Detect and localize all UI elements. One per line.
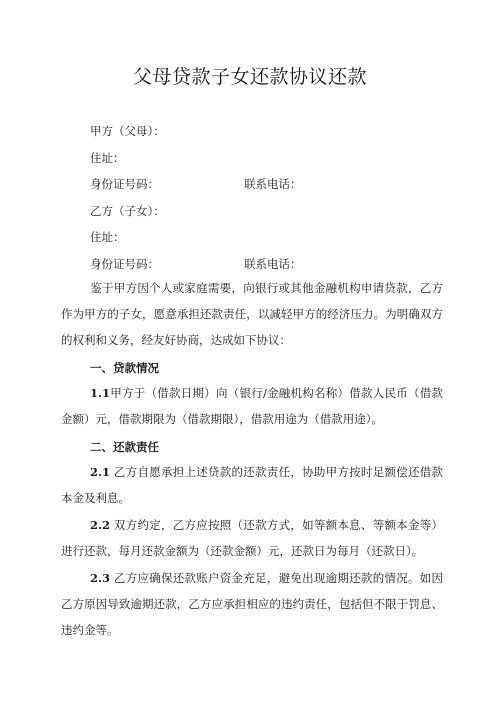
party-a-address-label: 住址：: [90, 151, 125, 165]
party-b-id-label: 身份证号码：: [90, 257, 159, 271]
clause-1-1-number: 1.1: [90, 386, 111, 400]
clause-2-2: [61, 512, 443, 564]
section-1-heading: 一、贷款情况: [90, 361, 159, 375]
clause-2-3: [61, 565, 443, 643]
party-b-phone-label: 联系电话：: [244, 257, 302, 271]
party-b-address-label: 住址：: [90, 230, 125, 244]
party-b-label: 乙方（子女）：: [90, 204, 165, 218]
party-a-label: 甲方（父母）：: [90, 124, 165, 138]
clause-2-2-number: 2.2: [90, 518, 111, 532]
clause-2-3-text: 乙方应确保还款账户资金充足，避免出现逾期还款的情况。如因乙方原因导致逾期还款，乙方应承担相应的违约责任，包括但不限于罚息、违约金等。: [61, 571, 443, 637]
preamble-paragraph: [61, 275, 443, 353]
clause-2-3-number: 2.3: [90, 571, 111, 585]
party-a-phone-label: 联系电话：: [244, 177, 302, 191]
clause-2-1-text: 乙方自愿承担上述贷款的还款责任，协助甲方按时足额偿还借款本金及利息。: [61, 465, 443, 505]
preamble-text: 鉴于甲方因个人或家庭需要，向银行或其他金融机构申请贷款，乙方作为甲方的子女，愿意承担还款责任，以减轻甲方的经济压力。为明确双方的权利和义务，经友好协商，达成如下协议：: [61, 281, 443, 347]
section-2-heading: 二、还款责任: [90, 440, 159, 454]
clause-2-1: [61, 459, 443, 511]
clause-1-1-text: 甲方于（借款日期）向（银行/金融机构名称）借款人民币（借款金额）元，借款期限为（借款期限），借款用途为（借款用途）。: [61, 386, 443, 426]
clause-2-1-number: 2.1: [90, 465, 111, 479]
clause-1-1: [61, 380, 443, 432]
document-title: 父母贷款子女还款协议还款: [132, 66, 367, 88]
party-a-id-label: 身份证号码：: [90, 177, 159, 191]
clause-2-2-text: 双方约定，乙方应按照（还款方式，如等额本息、等额本金等）进行还款，每月还款金额为（还款金额）元，还款日为每月（还款日）。: [61, 518, 443, 558]
